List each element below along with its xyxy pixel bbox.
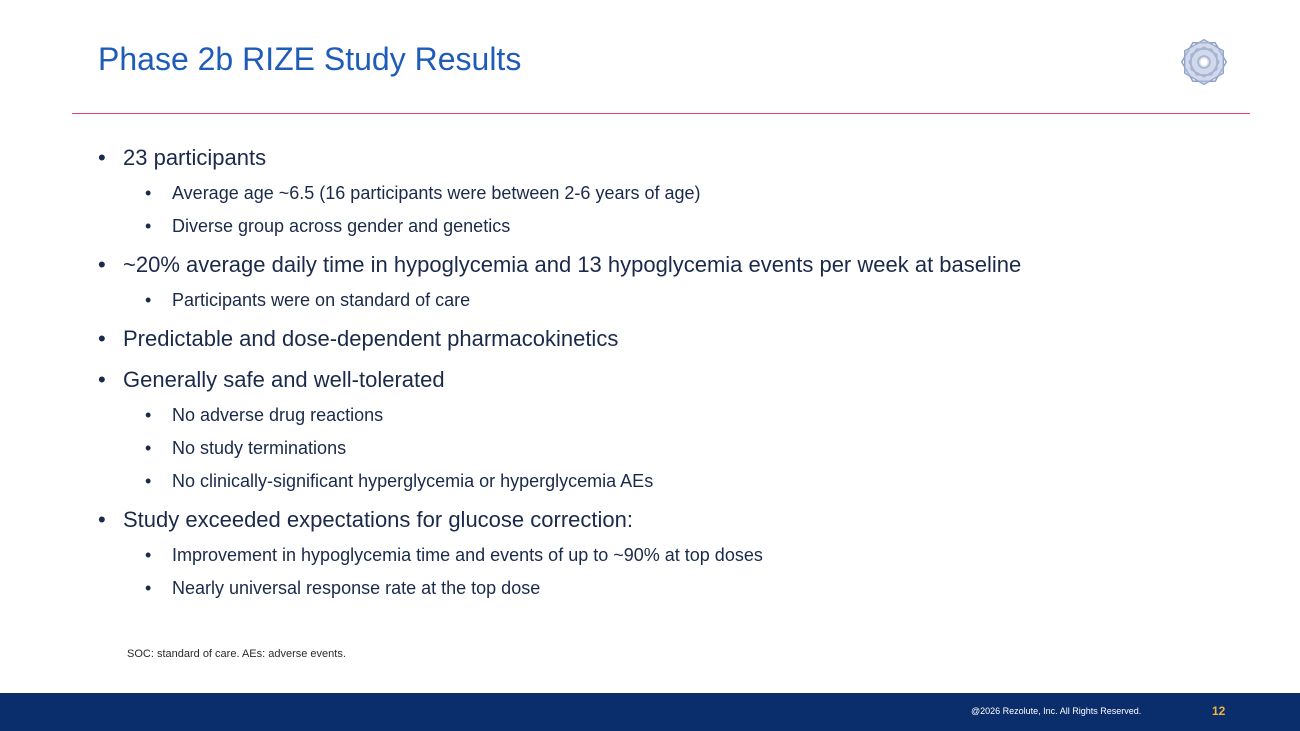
title-divider — [72, 113, 1250, 114]
bullet-text: Generally safe and well-tolerated — [123, 367, 445, 392]
bullet-dot-icon: • — [98, 252, 106, 277]
footer-bar — [0, 693, 1300, 731]
sub-bullet-text: Diverse group across gender and genetics — [172, 216, 511, 236]
sub-bullet-text: No study terminations — [172, 438, 347, 458]
rosette-logo-icon — [1176, 37, 1232, 87]
copyright-text: @2026 Rezolute, Inc. All Rights Reserved. — [971, 706, 1142, 716]
bullet-dot-icon: • — [98, 507, 106, 532]
sub-bullet-item — [98, 543, 1248, 567]
sub-bullet-item — [98, 288, 1248, 312]
sub-bullet-item — [98, 469, 1248, 493]
sub-bullet-item — [98, 576, 1248, 600]
bullet-item — [98, 505, 1248, 534]
bullet-dot-icon: • — [145, 438, 152, 458]
bullet-item — [98, 365, 1248, 394]
sub-bullet-text: Nearly universal response rate at the top dose — [172, 578, 541, 598]
bullet-dot-icon: • — [145, 545, 152, 565]
bullet-item — [98, 324, 1248, 353]
bullet-dot-icon: • — [98, 145, 106, 170]
bullet-dot-icon: • — [98, 326, 106, 351]
bullet-text: 23 participants — [123, 145, 267, 170]
bullet-text: Study exceeded expectations for glucose correction: — [123, 507, 633, 532]
bullet-item — [98, 250, 1248, 279]
sub-bullet-text: Average age ~6.5 (16 participants were between 2-6 years of age) — [172, 183, 701, 203]
sub-bullet-item — [98, 181, 1248, 205]
bullet-dot-icon: • — [145, 290, 152, 310]
bullet-dot-icon: • — [145, 183, 152, 203]
sub-bullet-text: Improvement in hypoglycemia time and events of up to ~90% at top doses — [172, 545, 763, 565]
footnote: SOC: standard of care. AEs: adverse events. — [127, 648, 346, 660]
bullet-dot-icon: • — [145, 216, 152, 236]
bullet-dot-icon: • — [145, 471, 152, 491]
sub-bullet-text: Participants were on standard of care — [172, 290, 471, 310]
bullet-text: ~20% average daily time in hypoglycemia and 13 hypoglycemia events per week at baseline — [123, 252, 1022, 277]
bullet-list — [98, 143, 1248, 600]
bullet-text: Predictable and dose-dependent pharmacokinetics — [123, 326, 619, 351]
sub-bullet-item — [98, 403, 1248, 427]
bullet-item — [98, 143, 1248, 172]
bullet-dot-icon: • — [145, 578, 152, 598]
page-number: 12 — [1212, 704, 1226, 718]
sub-bullet-item — [98, 214, 1248, 238]
slide-title: Phase 2b RIZE Study Results — [98, 41, 522, 77]
bullet-dot-icon: • — [98, 367, 106, 392]
bullet-dot-icon: • — [145, 405, 152, 425]
sub-bullet-text: No adverse drug reactions — [172, 405, 384, 425]
sub-bullet-item — [98, 436, 1248, 460]
sub-bullet-text: No clinically-significant hyperglycemia or hyperglycemia AEs — [172, 471, 654, 491]
